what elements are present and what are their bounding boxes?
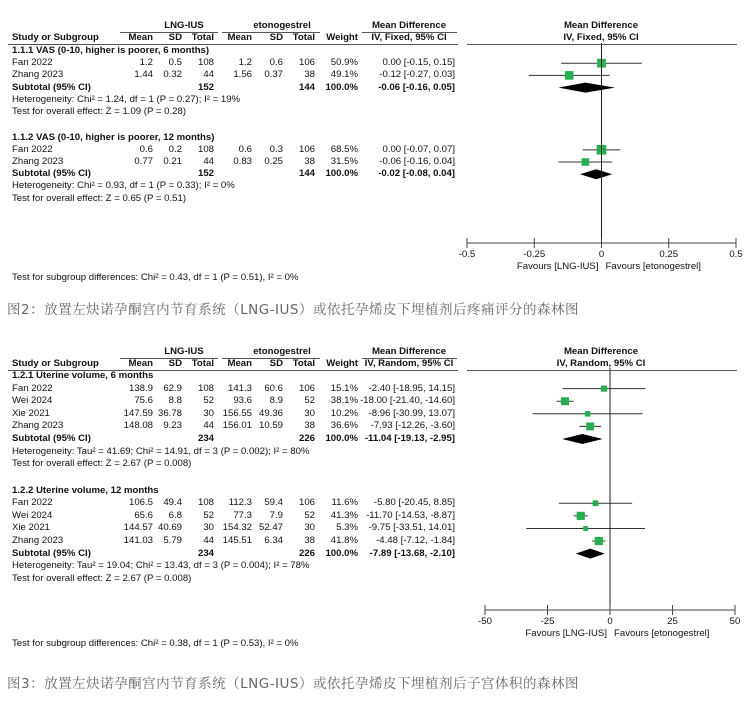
subtotal-weight: 100.0% bbox=[325, 81, 358, 93]
study-mean1: 0.77 bbox=[134, 156, 153, 168]
x-tick-label: 0.5 bbox=[729, 249, 743, 260]
subtotal-weight: 100.0% bbox=[325, 547, 358, 559]
study-ci-text: -7.93 [-12.26, -3.60] bbox=[370, 420, 455, 432]
x-tick-label: 50 bbox=[729, 616, 741, 627]
subtotal-total1: 152 bbox=[197, 81, 214, 93]
study-weight: 5.3% bbox=[336, 522, 358, 534]
study-mean1: 65.6 bbox=[134, 509, 153, 521]
study-weight: 31.5% bbox=[330, 156, 358, 168]
subtotal-diamond bbox=[558, 83, 614, 93]
header-sd2: SD bbox=[269, 32, 283, 43]
study-total2: 106 bbox=[298, 497, 315, 509]
header-sd1: SD bbox=[168, 32, 182, 43]
subtotal-label: Subtotal (95% CI) bbox=[12, 81, 91, 93]
study-sd1: 36.78 bbox=[157, 407, 182, 419]
study-weight: 11.6% bbox=[331, 497, 358, 509]
subtotal-weight: 100.0% bbox=[325, 168, 358, 180]
subtotal-total2: 144 bbox=[298, 168, 315, 180]
subtotal-ci-text: -11.04 [-19.13, -2.95] bbox=[364, 433, 455, 444]
study-name: Zhang 2023 bbox=[12, 156, 64, 168]
header-study: Study or Subgroup bbox=[12, 358, 99, 369]
study-sd2: 52.47 bbox=[258, 522, 283, 534]
study-total2: 52 bbox=[304, 395, 315, 407]
subtotal-total1: 152 bbox=[197, 168, 214, 180]
study-sd2: 0.3 bbox=[269, 143, 283, 155]
header-group-etonogestrel: etonogestrel bbox=[253, 20, 311, 31]
header-mean-difference: Mean Difference bbox=[371, 20, 447, 31]
study-name: Zhang 2023 bbox=[12, 420, 64, 432]
study-total1: 108 bbox=[197, 382, 214, 394]
header-rule-plot bbox=[467, 370, 737, 371]
subgroup-title: 1.1.1 VAS (0-10, higher is poorer, 6 months) bbox=[12, 45, 210, 56]
header-mean1: Mean bbox=[128, 358, 153, 369]
study-sd1: 49.4 bbox=[163, 497, 182, 509]
subtotal-total2: 226 bbox=[298, 433, 315, 444]
favours-right-label: Favours [etonogestrel] bbox=[614, 628, 710, 639]
study-name: Wei 2024 bbox=[12, 509, 53, 521]
study-sd2: 0.37 bbox=[264, 69, 283, 81]
study-total1: 44 bbox=[203, 156, 214, 168]
study-sd2: 60.6 bbox=[264, 382, 283, 394]
x-tick-label: 0.25 bbox=[659, 249, 679, 260]
x-tick-label: 25 bbox=[667, 616, 678, 627]
study-sd1: 0.2 bbox=[168, 143, 182, 155]
study-mean2: 145.51 bbox=[222, 535, 252, 547]
study-mean2: 77.3 bbox=[233, 509, 252, 521]
header-study: Study or Subgroup bbox=[12, 32, 99, 43]
study-total2: 106 bbox=[298, 143, 315, 155]
study-mean1: 0.6 bbox=[139, 143, 153, 155]
header-ci-plot: IV, Fixed, 95% CI bbox=[563, 32, 639, 43]
study-weight: 41.3% bbox=[330, 509, 358, 521]
header-mean1: Mean bbox=[128, 32, 153, 43]
study-mean2: 154.32 bbox=[222, 522, 252, 534]
header-group-lng-ius: LNG-IUS bbox=[164, 20, 204, 31]
study-sd2: 49.36 bbox=[258, 407, 283, 419]
header-total1: Total bbox=[191, 32, 214, 43]
study-mean1: 1.2 bbox=[139, 57, 153, 69]
study-total1: 44 bbox=[203, 535, 214, 547]
study-total1: 30 bbox=[203, 522, 214, 534]
study-mean1: 106.5 bbox=[128, 497, 153, 509]
study-ci-text: -11.70 [-14.53, -8.87] bbox=[366, 509, 455, 521]
study-marker bbox=[585, 411, 591, 417]
header-ci: IV, Random, 95% CI bbox=[364, 358, 454, 369]
header-ci: IV, Fixed, 95% CI bbox=[371, 32, 447, 43]
study-ci-text: -4.48 [-7.12, -1.84] bbox=[376, 535, 455, 547]
study-mean1: 147.59 bbox=[123, 407, 153, 419]
subtotal-diamond bbox=[580, 169, 612, 179]
study-total2: 30 bbox=[304, 522, 315, 534]
study-total2: 38 bbox=[304, 420, 315, 432]
study-mean2: 0.83 bbox=[233, 156, 252, 168]
study-marker bbox=[565, 71, 574, 80]
subgroup-title: 1.2.2 Uterine volume, 12 months bbox=[12, 484, 159, 496]
study-mean1: 138.9 bbox=[128, 382, 153, 394]
header-weight: Weight bbox=[326, 358, 358, 369]
study-name: Xie 2021 bbox=[12, 522, 50, 534]
study-total2: 38 bbox=[304, 156, 315, 168]
study-weight: 49.1% bbox=[330, 69, 358, 81]
subtotal-diamond bbox=[576, 549, 605, 559]
study-name: Xie 2021 bbox=[12, 407, 50, 419]
subgroup-title: 1.2.1 Uterine volume, 6 months bbox=[12, 370, 154, 381]
x-tick-label: -0.5 bbox=[458, 249, 476, 260]
study-weight: 41.8% bbox=[330, 535, 358, 547]
overall-effect-text: Test for overall effect: Z = 2.67 (P = 0.008) bbox=[12, 458, 192, 470]
forest-plot-uterine-volume bbox=[0, 338, 754, 654]
overall-effect-text: Test for overall effect: Z = 1.09 (P = 0.28) bbox=[12, 106, 187, 117]
study-ci-text: -5.80 [-20.45, 8.85] bbox=[373, 497, 455, 509]
study-name: Zhang 2023 bbox=[12, 535, 64, 547]
study-marker bbox=[582, 158, 589, 165]
subtotal-total2: 144 bbox=[298, 81, 315, 93]
study-mean2: 93.6 bbox=[233, 395, 252, 407]
study-mean2: 112.3 bbox=[228, 497, 252, 509]
study-sd2: 0.25 bbox=[264, 156, 283, 168]
study-ci-text: -9.75 [-33.51, 14.01] bbox=[368, 522, 455, 534]
header-mean-difference-plot: Mean Difference bbox=[563, 20, 639, 31]
header-total2: Total bbox=[292, 32, 315, 43]
study-total1: 52 bbox=[203, 395, 214, 407]
study-sd1: 0.32 bbox=[163, 69, 182, 81]
study-name: Wei 2024 bbox=[12, 395, 53, 407]
study-total2: 106 bbox=[298, 382, 315, 394]
subtotal-diamond bbox=[562, 434, 602, 444]
subtotal-total1: 234 bbox=[197, 433, 214, 444]
header-rule-plot bbox=[467, 44, 737, 45]
x-tick-label: -25 bbox=[540, 616, 555, 627]
study-marker bbox=[595, 537, 603, 545]
study-weight: 15.1% bbox=[330, 382, 358, 394]
study-total1: 108 bbox=[197, 57, 214, 69]
figure-caption-volume: 图3：放置左炔诺孕酮宫内节育系统（LNG-IUS）或依托孕烯皮下埋植剂后子宫体积的森林图 bbox=[7, 676, 579, 692]
study-marker bbox=[561, 397, 569, 405]
x-tick-label: 0 bbox=[607, 616, 613, 627]
study-total2: 38 bbox=[304, 69, 315, 81]
study-sd1: 5.79 bbox=[163, 535, 182, 547]
study-sd2: 0.6 bbox=[269, 57, 283, 69]
subtotal-label: Subtotal (95% CI) bbox=[12, 168, 91, 180]
header-total1: Total bbox=[191, 358, 214, 369]
header-mean2: Mean bbox=[227, 358, 252, 369]
study-name: Zhang 2023 bbox=[12, 69, 64, 81]
study-sd1: 0.21 bbox=[163, 156, 182, 168]
header-total2: Total bbox=[292, 358, 315, 369]
heterogeneity-text: Heterogeneity: Chi² = 0.93, df = 1 (P = 0.33); I² = 0% bbox=[12, 180, 235, 192]
header-sd1: SD bbox=[168, 358, 182, 369]
subgroup-title: 1.1.2 VAS (0-10, higher is poorer, 12 months) bbox=[12, 131, 215, 143]
heterogeneity-text: Heterogeneity: Chi² = 1.24, df = 1 (P = 0.27); I² = 19% bbox=[12, 93, 241, 105]
study-marker bbox=[593, 500, 599, 506]
overall-effect-text: Test for overall effect: Z = 2.67 (P = 0.008) bbox=[12, 572, 192, 584]
study-ci-text: -8.96 [-30.99, 13.07] bbox=[368, 407, 455, 419]
study-ci-text: 0.00 [-0.15, 0.15] bbox=[382, 57, 455, 69]
favours-right-label: Favours [etonogestrel] bbox=[605, 261, 701, 272]
study-marker bbox=[583, 526, 588, 531]
study-mean2: 156.55 bbox=[222, 407, 252, 419]
study-marker bbox=[577, 512, 585, 520]
study-mean2: 156.01 bbox=[222, 420, 252, 432]
study-mean2: 141.3 bbox=[227, 382, 252, 394]
favours-left-label: Favours [LNG-IUS] bbox=[525, 628, 607, 639]
study-sd2: 8.9 bbox=[269, 395, 283, 407]
study-sd1: 62.9 bbox=[163, 382, 182, 394]
study-sd1: 9.23 bbox=[163, 420, 182, 432]
heterogeneity-text: Heterogeneity: Tau² = 41.69; Chi² = 14.91, df = 3 (P = 0.002); I² = 80% bbox=[12, 445, 310, 457]
study-sd1: 8.8 bbox=[168, 395, 182, 407]
study-ci-text: -18.00 [-21.40, -14.60] bbox=[360, 395, 455, 407]
study-total2: 38 bbox=[304, 535, 315, 547]
subgroup-difference-test: Test for subgroup differences: Chi² = 0.43, df = 1 (P = 0.51), I² = 0% bbox=[12, 272, 299, 283]
study-mean2: 1.56 bbox=[233, 69, 252, 81]
study-mean1: 75.6 bbox=[134, 395, 153, 407]
subtotal-ci-text: -0.06 [-0.16, 0.05] bbox=[378, 81, 455, 93]
figure-caption-pain: 图2：放置左炔诺孕酮宫内节育系统（LNG-IUS）或依托孕烯皮下埋植剂后疼痛评分的森林图 bbox=[7, 302, 579, 318]
study-ci-text: -2.40 [-18.95, 14.15] bbox=[368, 382, 455, 394]
study-sd2: 59.4 bbox=[264, 497, 283, 509]
study-name: Fan 2022 bbox=[12, 497, 53, 509]
x-tick-label: -50 bbox=[478, 616, 492, 627]
study-total1: 44 bbox=[203, 420, 214, 432]
study-total1: 44 bbox=[203, 69, 214, 81]
header-group-lng-ius: LNG-IUS bbox=[164, 346, 204, 357]
study-total1: 52 bbox=[203, 509, 214, 521]
study-mean1: 144.57 bbox=[123, 522, 153, 534]
subtotal-ci-text: -7.89 [-13.68, -2.10] bbox=[369, 547, 455, 559]
study-name: Fan 2022 bbox=[12, 143, 53, 155]
header-group-etonogestrel: etonogestrel bbox=[253, 346, 311, 357]
study-total2: 52 bbox=[304, 509, 315, 521]
header-mean-difference-plot: Mean Difference bbox=[563, 346, 639, 357]
study-ci-text: -0.12 [-0.27, 0.03] bbox=[379, 69, 455, 81]
study-mean1: 141.03 bbox=[123, 535, 153, 547]
study-weight: 68.5% bbox=[330, 143, 358, 155]
study-marker bbox=[586, 422, 594, 430]
study-total1: 108 bbox=[197, 143, 214, 155]
subtotal-label: Subtotal (95% CI) bbox=[12, 433, 91, 444]
heterogeneity-text: Heterogeneity: Tau² = 19.04; Chi² = 13.43, df = 3 (P = 0.004); I² = 78% bbox=[12, 560, 310, 572]
overall-effect-text: Test for overall effect: Z = 0.65 (P = 0.51) bbox=[12, 192, 187, 204]
study-total2: 30 bbox=[304, 407, 315, 419]
x-tick-label: 0 bbox=[598, 249, 605, 260]
header-mean-difference: Mean Difference bbox=[371, 346, 447, 357]
study-name: Fan 2022 bbox=[12, 382, 53, 394]
study-total1: 30 bbox=[203, 407, 214, 419]
study-mean2: 0.6 bbox=[238, 143, 252, 155]
study-ci-text: -0.06 [-0.16, 0.04] bbox=[379, 156, 455, 168]
subtotal-ci-text: -0.02 [-0.08, 0.04] bbox=[378, 168, 455, 180]
forest-plot-pain-score bbox=[0, 0, 754, 290]
study-marker bbox=[601, 386, 607, 392]
study-sd2: 7.9 bbox=[269, 509, 283, 521]
study-sd1: 40.69 bbox=[157, 522, 182, 534]
header-mean2: Mean bbox=[227, 32, 252, 43]
study-weight: 36.6% bbox=[330, 420, 358, 432]
study-weight: 50.9% bbox=[330, 57, 358, 69]
study-ci-text: 0.00 [-0.07, 0.07] bbox=[382, 143, 455, 155]
study-sd2: 6.34 bbox=[264, 535, 283, 547]
subtotal-label: Subtotal (95% CI) bbox=[12, 547, 91, 559]
x-tick-label: -0.25 bbox=[523, 249, 546, 260]
study-mean2: 1.2 bbox=[238, 57, 252, 69]
study-mean1: 1.44 bbox=[134, 69, 153, 81]
study-weight: 38.1% bbox=[330, 395, 358, 407]
header-ci-plot: IV, Random, 95% CI bbox=[556, 358, 646, 369]
header-weight: Weight bbox=[326, 32, 358, 43]
subtotal-weight: 100.0% bbox=[325, 433, 358, 444]
study-sd1: 6.8 bbox=[168, 509, 182, 521]
study-sd1: 0.5 bbox=[168, 57, 182, 69]
study-weight: 10.2% bbox=[330, 407, 358, 419]
subtotal-total1: 234 bbox=[197, 547, 214, 559]
subtotal-total2: 226 bbox=[298, 547, 315, 559]
study-sd2: 10.59 bbox=[258, 420, 283, 432]
subgroup-difference-test: Test for subgroup differences: Chi² = 0.38, df = 1 (P = 0.53), I² = 0% bbox=[12, 638, 299, 649]
study-name: Fan 2022 bbox=[12, 57, 53, 69]
favours-left-label: Favours [LNG-IUS] bbox=[516, 261, 599, 272]
study-total1: 108 bbox=[197, 497, 214, 509]
study-total2: 106 bbox=[298, 57, 315, 69]
study-mean1: 148.08 bbox=[123, 420, 153, 432]
header-sd2: SD bbox=[269, 358, 283, 369]
